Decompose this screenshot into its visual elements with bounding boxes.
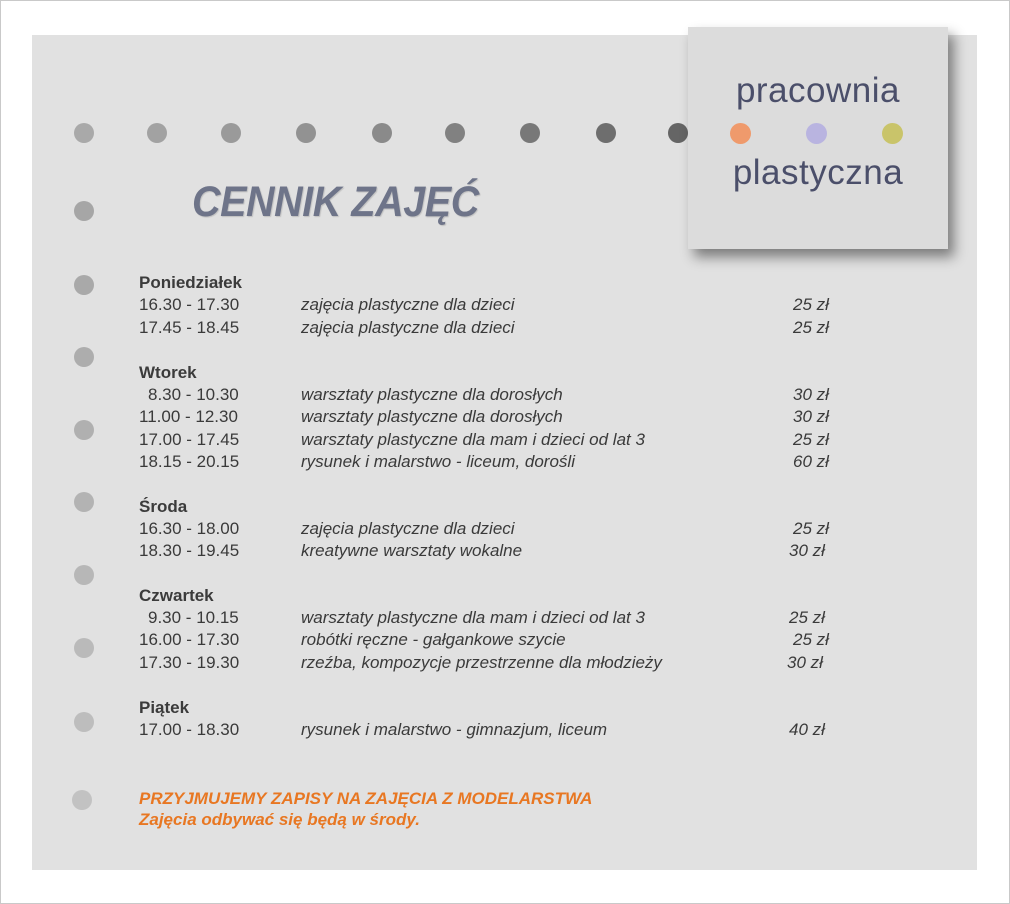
time-range: 8.30 - 10.30: [148, 385, 239, 404]
enrollment-notice: PRZYJMUJEMY ZAPISY NA ZAJĘCIA Z MODELARSTWA: [139, 789, 593, 808]
price: 25 zł: [793, 519, 829, 538]
price: 30 zł: [793, 385, 829, 404]
schedule-row: [139, 318, 859, 340]
price: 25 zł: [793, 630, 829, 649]
logo-dot-lavender: [806, 123, 827, 144]
decorative-dot: [74, 201, 94, 221]
decorative-dot: [74, 123, 94, 143]
time-range: 18.15 - 20.15: [139, 452, 240, 471]
decorative-dot: [668, 123, 688, 143]
schedule-row: [139, 295, 859, 317]
price: 30 zł: [789, 541, 825, 560]
decorative-dot: [296, 123, 316, 143]
class-description: rysunek i malarstwo - liceum, dorośli: [301, 452, 575, 471]
class-description: rzeźba, kompozycje przestrzenne dla młodzieży: [301, 653, 662, 672]
logo-text-line2: plastyczna: [732, 153, 904, 192]
decorative-dot: [445, 123, 465, 143]
class-description: robótki ręczne - gałgankowe szycie: [301, 630, 566, 649]
schedule-row: [139, 720, 859, 742]
decorative-dot: [147, 123, 167, 143]
time-range: 11.00 - 12.30: [139, 407, 238, 426]
class-description: zajęcia plastyczne dla dzieci: [301, 519, 515, 538]
time-range: 17.00 - 17.45: [139, 430, 240, 449]
day-heading: Środa: [139, 497, 188, 516]
price: 25 zł: [793, 318, 829, 337]
logo-dot-orange: [730, 123, 751, 144]
schedule-row: [139, 608, 859, 630]
class-description: warsztaty plastyczne dla dorosłych: [301, 385, 563, 404]
time-range: 17.00 - 18.30: [139, 720, 240, 739]
schedule-row: [139, 452, 859, 474]
time-range: 16.30 - 17.30: [139, 295, 240, 314]
logo: [688, 27, 948, 249]
price: 25 zł: [793, 295, 829, 314]
day-heading: Poniedziałek: [139, 273, 242, 292]
schedule-row: [139, 407, 859, 429]
page-title: CENNIK ZAJĘĆ: [192, 178, 479, 226]
price: 30 zł: [793, 407, 829, 426]
time-range: 9.30 - 10.15: [148, 608, 239, 627]
decorative-dot: [596, 123, 616, 143]
schedule-row: [139, 385, 859, 407]
schedule-row: [139, 630, 859, 652]
decorative-dot: [221, 123, 241, 143]
schedule-row: [139, 519, 859, 541]
decorative-dot: [74, 712, 94, 732]
time-range: 17.30 - 19.30: [139, 653, 240, 672]
decorative-dot: [372, 123, 392, 143]
schedule-row: [139, 430, 859, 452]
schedule-row: [139, 541, 859, 563]
day-heading: Wtorek: [139, 363, 197, 382]
class-description: warsztaty plastyczne dla mam i dzieci od lat 3: [301, 430, 645, 449]
price: 25 zł: [789, 608, 825, 627]
class-description: warsztaty plastyczne dla dorosłych: [301, 407, 563, 426]
logo-text-line1: pracownia: [735, 71, 901, 110]
decorative-dot: [74, 275, 94, 295]
decorative-dot: [74, 420, 94, 440]
decorative-dot: [520, 123, 540, 143]
class-description: zajęcia plastyczne dla dzieci: [301, 318, 515, 337]
time-range: 16.30 - 18.00: [139, 519, 240, 538]
decorative-dot: [74, 565, 94, 585]
decorative-dot: [74, 492, 94, 512]
class-description: rysunek i malarstwo - gimnazjum, liceum: [301, 720, 608, 739]
price: 40 zł: [789, 720, 825, 739]
decorative-dot: [72, 790, 92, 810]
class-description: kreatywne warsztaty wokalne: [301, 541, 523, 560]
price: 60 zł: [793, 452, 829, 471]
price: 30 zł: [787, 653, 823, 672]
enrollment-notice-detail: Zajęcia odbywać się będą w środy.: [139, 810, 420, 829]
class-description: warsztaty plastyczne dla mam i dzieci od lat 3: [301, 608, 645, 627]
class-description: zajęcia plastyczne dla dzieci: [301, 295, 515, 314]
logo-dot-olive: [882, 123, 903, 144]
day-heading: Piątek: [139, 698, 190, 717]
price: 25 zł: [793, 430, 829, 449]
time-range: 18.30 - 19.45: [139, 541, 240, 560]
day-heading: Czwartek: [139, 586, 214, 605]
decorative-dot: [74, 347, 94, 367]
decorative-dot: [74, 638, 94, 658]
schedule-row: [139, 653, 859, 675]
time-range: 16.00 - 17.30: [139, 630, 240, 649]
time-range: 17.45 - 18.45: [139, 318, 240, 337]
